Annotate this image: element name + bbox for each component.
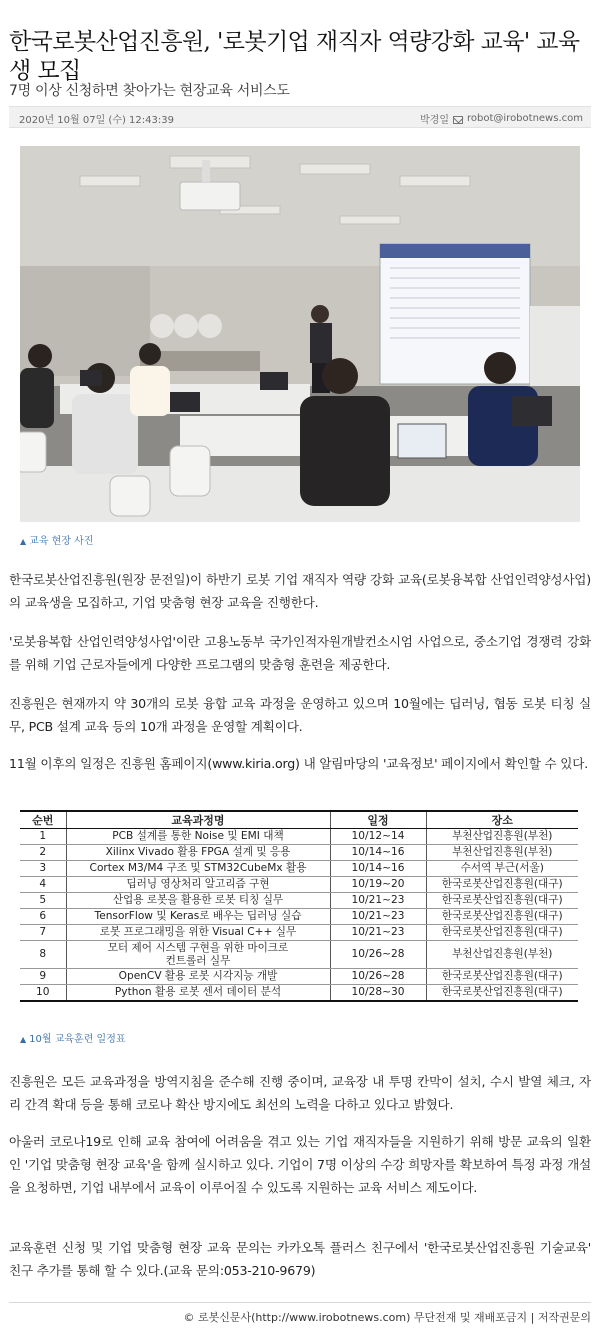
- article-paragraph: 11월 이후의 일정은 진흥원 홈페이지(www.kiria.org) 내 알림마당의 '교육정보' 페이지에서 확인할 수 있다.: [9, 756, 589, 771]
- table-cell: Xilinx Vivado 활용 FPGA 설계 및 응용: [66, 845, 330, 861]
- article-paragraph: '로봇융복합 산업인력양성사업'이란 고용노동부 국가인적자원개발컨소시엄 사업으로, 중소기업 경쟁력 강화를 위해 기업 근로자들에게 다양한 프로그램의 맞춤형 훈련을 제공한다.: [9, 634, 591, 672]
- table-cell: 5: [20, 893, 66, 909]
- table-cell: 한국로봇산업진흥원(대구): [426, 925, 578, 941]
- table-cell: 10/14~16: [330, 861, 426, 877]
- article-paragraph: 진흥원은 모든 교육과정을 방역지침을 준수해 진행 중이며, 교육장 내 투명 칸막이 설치, 수시 발열 체크, 자리 간격 확대 등을 통해 코로나 확산 방지에도 최선의 노력을 다하고 있다고 밝혔다.: [9, 1074, 591, 1112]
- table-cell: 산업용 로봇을 활용한 로봇 티칭 실무: [66, 893, 330, 909]
- table-cell: 한국로봇산업진흥원(대구): [426, 969, 578, 985]
- author-name: 박경일: [420, 115, 449, 126]
- table-cell: 모터 제어 시스템 구현을 위한 마이크로컨트롤러 실무: [66, 941, 330, 969]
- table-cell: 10/12~14: [330, 829, 426, 845]
- mail-icon[interactable]: [453, 116, 463, 124]
- table-cell: 6: [20, 909, 66, 925]
- table-cell: TensorFlow 및 Keras로 배우는 딥러닝 실습: [66, 909, 330, 925]
- table-row: [20, 925, 578, 941]
- table-cell: 10/21~23: [330, 925, 426, 941]
- article-photo: [20, 146, 580, 522]
- table-cell: 4: [20, 877, 66, 893]
- byline: [420, 111, 583, 126]
- table-cell: 한국로봇산업진흥원(대구): [426, 893, 578, 909]
- training-schedule-table: [20, 810, 578, 1002]
- table-row: [20, 985, 578, 1001]
- table-row: [20, 861, 578, 877]
- table-cell: 1: [20, 829, 66, 845]
- table-row: [20, 909, 578, 925]
- table-cell: PCB 설계를 통한 Noise 및 EMI 대책: [66, 829, 330, 845]
- table-cell: 10/21~23: [330, 893, 426, 909]
- table-cell: 한국로봇산업진흥원(대구): [426, 909, 578, 925]
- article-paragraph: 진흥원은 현재까지 약 30개의 로봇 융합 교육 과정을 운영하고 있으며 10월에는 딥러닝, 협동 로봇 티칭 실무, PCB 설계 교육 등의 10개 과정을 운영할 계획이다.: [9, 696, 591, 734]
- table-row: [20, 893, 578, 909]
- photo-caption: ▲ 교육 현장 사진: [20, 536, 94, 547]
- table-cell: Python 활용 로봇 센서 데이터 분석: [66, 985, 330, 1001]
- table-cell: 2: [20, 845, 66, 861]
- table-cell: 딥러닝 영상처리 알고리즘 구현: [66, 877, 330, 893]
- table-cell: 수서역 부근(서울): [426, 861, 578, 877]
- caption-triangle-icon: ▲: [20, 1035, 27, 1044]
- article-paragraph: 한국로봇산업진흥원(원장 문전일)이 하반기 로봇 기업 재직자 역량 강화 교육(로봇융복합 산업인력양성사업)의 교육생을 모집하고, 기업 맞춤형 현장 교육을 진행한다.: [9, 572, 591, 610]
- table-row: [20, 941, 578, 969]
- table-cell: 10/28~30: [330, 985, 426, 1001]
- table-header-cell: 순번: [20, 811, 66, 829]
- table-cell: 10/19~20: [330, 877, 426, 893]
- table-header-cell: 교육과정명: [66, 811, 330, 829]
- table-cell: 10/14~16: [330, 845, 426, 861]
- table-row: [20, 877, 578, 893]
- article-paragraph: 교육훈련 신청 및 기업 맞춤형 현장 교육 문의는 카카오톡 플러스 친구에서 '한국로봇산업진흥원 기술교육' 친구 추가를 통해 할 수 있다.(교육 문의:053-210-9679): [9, 1240, 591, 1278]
- table-cell: 10/26~28: [330, 941, 426, 969]
- table-cell: Cortex M3/M4 구조 및 STM32CubeMx 활용: [66, 861, 330, 877]
- table-cell: 부천산업진흥원(부천): [426, 845, 578, 861]
- table-row: [20, 845, 578, 861]
- table-row: [20, 969, 578, 985]
- table-cell: 7: [20, 925, 66, 941]
- caption-triangle-icon: ▲: [20, 537, 27, 546]
- table-cell: 10/21~23: [330, 909, 426, 925]
- article-meta-bar: [9, 106, 591, 128]
- table-cell: 한국로봇산업진흥원(대구): [426, 877, 578, 893]
- table-cell: 10: [20, 985, 66, 1001]
- table-row: [20, 829, 578, 845]
- table-cell: 10/26~28: [330, 969, 426, 985]
- table-header-cell: 일정: [330, 811, 426, 829]
- table-caption: ▲ 10월 교육훈련 일정표: [20, 1034, 126, 1045]
- table-cell: 3: [20, 861, 66, 877]
- table-cell: OpenCV 활용 로봇 시각지능 개발: [66, 969, 330, 985]
- table-cell: 부천산업진흥원(부천): [426, 829, 578, 845]
- table-cell: 부천산업진흥원(부천): [426, 941, 578, 969]
- table-header-row: [20, 811, 578, 829]
- article-paragraph: 아울러 코로나19로 인해 교육 참여에 어려움을 겪고 있는 기업 재직자들을 지원하기 위해 방문 교육의 일환인 '기업 맞춤형 현장 교육'을 함께 실시하고 있다. 기업이 7명 이상의 수강 희망자를 확보하여 특정 과정 개설을 요청하면, 기업 내부에서 교육이 이루어질 수 있도록 지원하는 교육 서비스 제도이다.: [9, 1134, 591, 1195]
- article-title: 한국로봇산업진흥원, '로봇기업 재직자 역량강화 교육' 교육생 모집: [9, 29, 580, 84]
- table-cell: 9: [20, 969, 66, 985]
- article-date: 2020년 10월 07일 (수) 12:43:39: [19, 115, 174, 126]
- copyright-footer: © 로봇신문사(http://www.irobotnews.com) 무단전재 및 재배포금지 | 저작권문의: [9, 1302, 591, 1325]
- table-header-cell: 장소: [426, 811, 578, 829]
- article-subtitle: 7명 이상 신청하면 찾아가는 현장교육 서비스도: [9, 83, 290, 99]
- table-cell: 한국로봇산업진흥원(대구): [426, 985, 578, 1001]
- classroom-photo-illustration: [20, 146, 580, 522]
- table-cell: 8: [20, 941, 66, 969]
- table-cell: 로봇 프로그래밍을 위한 Visual C++ 실무: [66, 925, 330, 941]
- author-email[interactable]: robot@irobotnews.com: [467, 113, 583, 124]
